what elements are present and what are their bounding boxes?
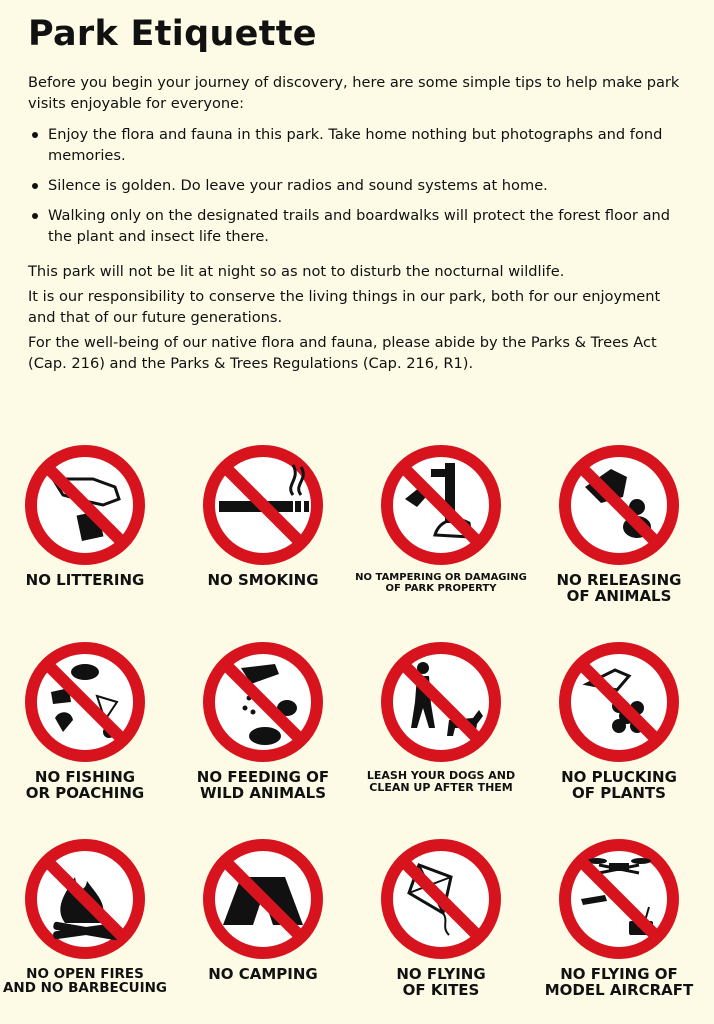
tent-icon <box>201 837 325 961</box>
fire-icon <box>23 837 147 961</box>
sign-no-littering <box>0 443 174 589</box>
sign-label: NO PLUCKING OF PLANTS <box>561 768 677 802</box>
intro-text: Before you begin your journey of discovery, here are some simple tips to help make park visits enjoyable for everyone: <box>28 74 680 112</box>
sign-label: NO FISHING OR POACHING <box>25 768 145 802</box>
plucking-icon <box>557 640 681 764</box>
fishing-icon <box>23 640 147 764</box>
sign-no-feeding <box>174 640 352 802</box>
sign-label: LEASH YOUR DOGS AND CLEAN UP AFTER THEM <box>366 769 516 794</box>
sign-no-kites <box>352 837 530 999</box>
night-notice: This park will not be lit at night so as not to disturb the nocturnal wildlife. <box>28 263 565 280</box>
page-title: Park Etiquette <box>28 14 317 54</box>
sign-no-releasing-animals <box>530 443 708 605</box>
sign-label: NO FEEDING OF WILD ANIMALS <box>196 768 330 802</box>
list-item: Walking only on the designated trails and boardwalks will protect the forest floor and the plant and insect life there. <box>28 205 688 247</box>
dog-leash-icon <box>379 640 503 764</box>
sign-label: NO LITTERING <box>25 571 145 589</box>
sign-label: NO FLYING OF MODEL AIRCRAFT <box>544 965 694 999</box>
tampering-icon <box>379 443 503 567</box>
sign-no-smoking <box>174 443 352 589</box>
sign-no-fishing <box>0 640 174 802</box>
sign-label: NO RELEASING OF ANIMALS <box>556 571 682 605</box>
sign-no-plucking <box>530 640 708 802</box>
releasing-animals-icon <box>557 443 681 567</box>
etiquette-text <box>28 72 688 378</box>
sign-label: NO CAMPING <box>208 965 318 983</box>
littering-icon <box>23 443 147 567</box>
sign-leash-dogs <box>352 640 530 793</box>
list-item: Enjoy the flora and fauna in this park. Take home nothing but photographs and fond memories. <box>28 124 688 166</box>
feeding-icon <box>201 640 325 764</box>
sign-label: NO SMOKING <box>207 571 319 589</box>
list-item: Silence is golden. Do leave your radios and sound systems at home. <box>28 175 688 196</box>
sign-no-model-aircraft <box>530 837 708 999</box>
sign-label: NO TAMPERING OR DAMAGING OF PARK PROPERTY <box>355 572 527 594</box>
sign-no-camping <box>174 837 352 983</box>
tips-list <box>28 124 688 247</box>
sign-no-fires <box>0 837 174 995</box>
drone-icon <box>557 837 681 961</box>
sign-label: NO FLYING OF KITES <box>396 965 486 999</box>
sign-no-tampering <box>352 443 530 594</box>
regulations-text: For the well-being of our native flora and fauna, please abide by the Parks & Trees Act (Cap. 216) and the Parks & Trees Regulations (Cap. 216, R1). <box>28 334 657 372</box>
conservation-text: It is our responsibility to conserve the living things in our park, both for our enjoyment and that of our future generations. <box>28 288 661 326</box>
sign-label: NO OPEN FIRES AND NO BARBECUING <box>2 966 168 997</box>
kite-icon <box>379 837 503 961</box>
smoking-icon <box>201 443 325 567</box>
